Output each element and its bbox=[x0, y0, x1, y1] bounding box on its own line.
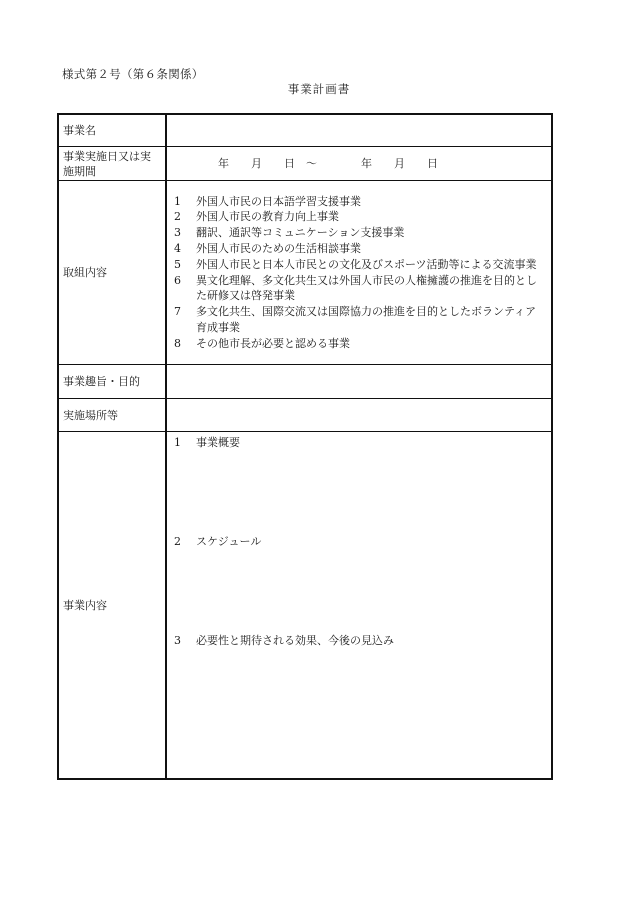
initiative-item bbox=[174, 257, 545, 273]
implementation-period-field[interactable] bbox=[166, 147, 552, 181]
initiative-text: 外国人市民の日本語学習支援事業 bbox=[196, 194, 361, 208]
content-section-effects bbox=[174, 633, 394, 649]
initiatives-field[interactable] bbox=[166, 181, 552, 365]
initiative-item bbox=[174, 336, 545, 352]
section-number: 1 bbox=[174, 436, 181, 449]
content-section-schedule bbox=[174, 534, 261, 550]
section-heading: 事業概要 bbox=[196, 436, 240, 449]
initiative-item bbox=[174, 194, 545, 210]
initiative-item bbox=[174, 273, 545, 305]
initiative-text: 異文化理解、多文化共生又は外国人市民の人権擁護の推進を目的とした研修又は啓発事業 bbox=[196, 273, 537, 303]
business-content-label: 事業内容 bbox=[58, 432, 166, 780]
content-section-overview bbox=[174, 435, 240, 451]
initiative-number: 4 bbox=[174, 241, 181, 255]
business-plan-table bbox=[57, 113, 553, 780]
initiative-number: 8 bbox=[174, 336, 181, 350]
document-title: 事業計画書 bbox=[287, 82, 351, 96]
initiative-item bbox=[174, 241, 545, 257]
purpose-label: 事業趣旨・目的 bbox=[58, 365, 166, 399]
initiative-list bbox=[174, 194, 545, 352]
initiative-number: 2 bbox=[174, 210, 181, 224]
initiative-item bbox=[174, 209, 545, 225]
venue-label: 実施場所等 bbox=[58, 399, 166, 432]
business-name-field[interactable] bbox=[166, 114, 552, 147]
business-name-label: 事業名 bbox=[58, 114, 166, 147]
initiative-item bbox=[174, 225, 545, 241]
initiative-number: 1 bbox=[174, 194, 181, 208]
initiative-text: 翻訳、通訳等コミュニケーション支援事業 bbox=[196, 226, 405, 240]
venue-field[interactable] bbox=[166, 399, 552, 432]
row-initiatives bbox=[58, 181, 552, 365]
row-business-content bbox=[58, 432, 552, 780]
initiative-text: 外国人市民の教育力向上事業 bbox=[196, 210, 339, 224]
section-number: 3 bbox=[174, 634, 181, 647]
initiative-text: その他市長が必要と認める事業 bbox=[196, 336, 350, 350]
row-purpose bbox=[58, 365, 552, 399]
initiative-number: 7 bbox=[174, 305, 181, 319]
initiative-text: 多文化共生、国際交流又は国際協力の推進を目的としたボランティア育成事業 bbox=[196, 305, 537, 334]
row-implementation-period bbox=[58, 147, 552, 181]
initiative-text: 外国人市民と日本人市民との文化及びスポーツ活動等による交流事業 bbox=[196, 257, 537, 271]
section-heading: スケジュール bbox=[196, 535, 262, 548]
initiative-number: 6 bbox=[174, 273, 181, 287]
initiative-item bbox=[174, 304, 545, 336]
business-content-field[interactable] bbox=[166, 432, 552, 780]
row-business-name bbox=[58, 114, 552, 147]
initiative-number: 3 bbox=[174, 226, 181, 240]
initiative-number: 5 bbox=[174, 257, 181, 271]
section-number: 2 bbox=[174, 535, 181, 548]
period-date-template: 年 月 日 ～ 年 月 日 bbox=[218, 156, 438, 170]
initiatives-label: 取組内容 bbox=[58, 181, 166, 365]
purpose-field[interactable] bbox=[166, 365, 552, 399]
row-venue bbox=[58, 399, 552, 432]
section-heading: 必要性と期待される効果、今後の見込み bbox=[196, 634, 394, 647]
initiative-text: 外国人市民のための生活相談事業 bbox=[196, 241, 361, 255]
form-number: 様式第２号（第６条関係） bbox=[62, 67, 204, 81]
implementation-period-label: 事業実施日又は実施期間 bbox=[58, 147, 166, 181]
